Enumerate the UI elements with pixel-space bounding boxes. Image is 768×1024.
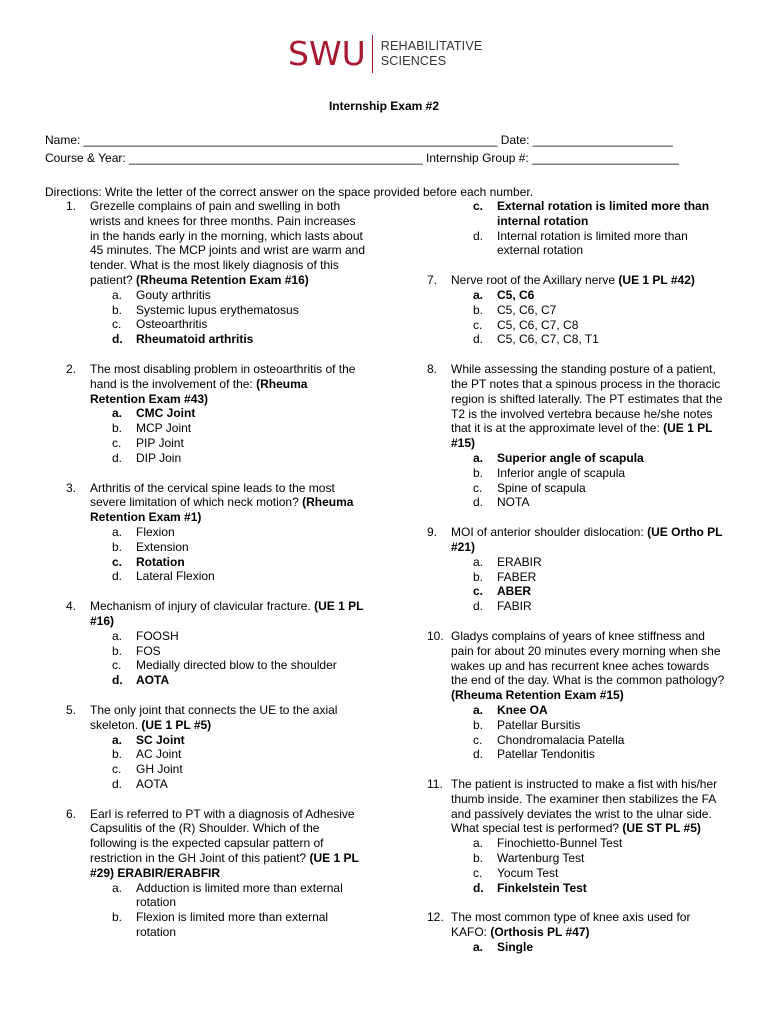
logo-line-2: SCIENCES <box>380 54 447 68</box>
option-text: External rotation is limited more than internal rotation <box>497 199 710 228</box>
option-text: C5, C6 <box>497 287 535 302</box>
answer-option <box>112 288 366 303</box>
answer-options <box>112 406 366 465</box>
option-text: Wartenburg Test <box>497 851 585 866</box>
answer-option <box>473 747 727 762</box>
option-letter: a. <box>473 450 484 465</box>
question-number: 9. <box>427 525 438 540</box>
option-letter: b. <box>112 302 123 317</box>
option-text: DIP Join <box>136 450 182 465</box>
option-letter: c. <box>473 865 483 880</box>
answer-option <box>112 436 366 451</box>
logo-text <box>381 39 483 69</box>
question-number: 10. <box>427 628 444 643</box>
answer-option <box>473 288 727 303</box>
option-letter: d. <box>473 332 484 347</box>
answer-option <box>112 332 366 347</box>
option-letter: a. <box>112 628 123 643</box>
option-text: ERABIR <box>497 554 542 569</box>
option-text: SC Joint <box>136 732 185 747</box>
question-text: Nerve root of the Axillary nerve <box>451 273 619 288</box>
answer-option <box>112 658 366 673</box>
answer-options <box>473 555 727 614</box>
question-stem <box>90 599 366 629</box>
question-stem <box>451 362 727 451</box>
option-text: Chondromalacia Patella <box>497 732 625 747</box>
question-text: The patient is instructed to make a fist with his/her thumb inside. The examiner then stabilizes the FA and passively deviates the wrist to the ulnar side. What special test is performed? <box>451 777 718 836</box>
answer-option <box>112 629 366 644</box>
question-6-continued <box>427 199 727 258</box>
answer-options <box>112 629 366 688</box>
option-text: Flexion <box>136 524 175 539</box>
answer-option <box>473 451 727 466</box>
option-text: FOS <box>136 643 161 658</box>
question-reference: (Rheuma Retention Exam #16) <box>136 272 309 287</box>
option-text: GH Joint <box>136 762 183 777</box>
question-4 <box>66 599 366 688</box>
question-stem <box>90 807 366 881</box>
question-stem <box>90 362 366 406</box>
question-12 <box>427 910 727 954</box>
question-reference: (UE 1 PL #15) <box>451 421 713 451</box>
answer-option <box>473 836 727 851</box>
course-group-line: Course & Year: ____________________________________________ Internship Group #: ______________________ <box>45 151 679 165</box>
option-letter: c. <box>112 658 122 673</box>
answer-option <box>112 525 366 540</box>
option-text: C5, C6, C7 <box>497 302 557 317</box>
question-8 <box>427 362 727 510</box>
answer-option <box>473 703 727 718</box>
option-text: Superior angle of scapula <box>497 450 644 465</box>
question-reference: (Rheuma Retention Exam #15) <box>451 688 624 703</box>
question-number: 11. <box>427 777 443 792</box>
answer-options <box>112 525 366 584</box>
option-text: AOTA <box>136 673 170 688</box>
question-reference: (UE 1 PL #16) <box>90 599 364 628</box>
option-text: Flexion is limited more than external rotation <box>136 910 329 940</box>
question-number: 2. <box>66 361 77 376</box>
option-letter: c. <box>112 554 123 569</box>
option-text: FABIR <box>497 599 532 614</box>
option-text: Internal rotation is limited more than external rotation <box>497 228 688 258</box>
question-stem <box>451 777 727 836</box>
question-6-options-continued <box>473 199 727 258</box>
answer-option <box>112 733 366 748</box>
option-letter: a. <box>473 287 484 302</box>
option-text: Osteoarthritis <box>136 317 208 332</box>
question-text: The most disabling problem in osteoarthritis of the hand is the involvement of the: <box>90 361 356 391</box>
option-letter: d. <box>473 747 484 762</box>
question-number: 3. <box>66 480 77 495</box>
answer-option <box>112 540 366 555</box>
question-number: 4. <box>66 599 77 614</box>
option-letter: d. <box>112 673 123 688</box>
question-text: MOI of anterior shoulder dislocation: <box>451 525 648 540</box>
question-9 <box>427 525 727 614</box>
question-stem <box>451 910 727 940</box>
answer-option <box>473 718 727 733</box>
option-letter: c. <box>473 480 483 495</box>
option-text: Patellar Bursitis <box>497 717 581 732</box>
answer-option <box>473 599 727 614</box>
question-number: 1. <box>66 199 77 213</box>
question-text: The most common type of knee axis used for KAFO: <box>451 910 691 940</box>
answer-option <box>473 495 727 510</box>
option-text: AC Joint <box>136 747 182 762</box>
answer-option <box>112 762 366 777</box>
option-letter: c. <box>473 732 483 747</box>
option-text: FOOSH <box>136 628 179 643</box>
logo-divider <box>372 35 373 73</box>
answer-option <box>473 199 727 229</box>
question-stem <box>90 199 366 288</box>
option-text: Single <box>497 940 534 955</box>
question-text: Gladys complains of years of knee stiffness and pain for about 20 minutes every morning when she wakes up and has recurrent knee aches towards the end of the day. What is the common pathology? <box>451 628 725 688</box>
answer-option <box>112 644 366 659</box>
question-6 <box>66 807 366 940</box>
option-text: CMC Joint <box>136 406 196 421</box>
question-reference: (UE 1 PL #29) ERABIR/ERABFIR <box>90 851 359 880</box>
answer-option <box>473 466 727 481</box>
option-letter: a. <box>473 554 484 569</box>
answer-options <box>473 703 727 762</box>
question-reference: (UE 1 PL #42) <box>618 273 695 288</box>
question-stem <box>451 629 727 703</box>
option-text: PIP Joint <box>136 435 184 450</box>
logo-line-1: REHABILITATIVE <box>380 39 483 53</box>
option-letter: b. <box>473 717 484 732</box>
question-stem <box>451 273 727 288</box>
question-1 <box>66 199 366 347</box>
option-letter: d. <box>112 776 123 791</box>
answer-option <box>473 332 727 347</box>
answer-option <box>112 555 366 570</box>
question-11 <box>427 777 727 895</box>
answer-option <box>112 910 366 940</box>
option-text: Lateral Flexion <box>136 569 215 584</box>
answer-option <box>473 229 727 259</box>
option-text: Systemic lupus erythematosus <box>136 302 299 317</box>
option-text: Adduction is limited more than external rotation <box>136 880 343 910</box>
option-letter: a. <box>473 940 484 955</box>
answer-option <box>112 777 366 792</box>
option-text: ABER <box>497 584 532 599</box>
option-letter: b. <box>473 302 484 317</box>
answer-option <box>473 866 727 881</box>
question-7 <box>427 273 727 347</box>
question-number: 12. <box>427 910 444 925</box>
question-number: 8. <box>427 362 438 377</box>
option-text: Extension <box>136 539 189 554</box>
answer-option <box>112 317 366 332</box>
name-date-line: Name: ______________________________________________________________ Date: _____________________ <box>45 133 673 147</box>
option-letter: c. <box>112 762 122 777</box>
question-number: 7. <box>427 273 438 288</box>
right-questions <box>427 273 727 955</box>
option-text: Rheumatoid arthritis <box>136 332 254 347</box>
option-letter: a. <box>112 524 123 539</box>
question-number: 5. <box>66 702 77 717</box>
option-letter: c. <box>473 584 484 599</box>
option-letter: a. <box>112 406 123 421</box>
option-text: C5, C6, C7, C8 <box>497 317 579 332</box>
question-stem <box>90 703 366 733</box>
option-letter: c. <box>112 317 122 332</box>
answer-option <box>112 747 366 762</box>
answer-options <box>112 733 366 792</box>
question-5 <box>66 703 366 792</box>
option-text: MCP Joint <box>136 421 192 436</box>
question-text: Grezelle complains of pain and swelling in both wrists and knees for three months. Pain increases in the hands early in the morning, which lasts about 45 minutes. The MCP joints and wrist are warm and tender. What is the most likely diagnosis of this patient? <box>90 199 366 287</box>
question-text: Mechanism of injury of clavicular fracture. <box>90 599 315 614</box>
option-letter: b. <box>112 910 123 925</box>
answer-option <box>473 570 727 585</box>
question-text: While assessing the standing posture of a patient, the PT notes that a spinous process in the thoracic region is shifted laterally. The PT estimates that the T2 is the involved vertebra because he/she notes that it is at the approximate level of the: <box>451 362 723 436</box>
exam-title: Internship Exam #2 <box>328 99 440 113</box>
logo-mark: SWU <box>288 34 366 73</box>
option-letter: d. <box>473 495 484 510</box>
option-letter: d. <box>473 880 484 895</box>
option-letter: d. <box>473 599 484 614</box>
answer-option <box>473 481 727 496</box>
option-letter: d. <box>112 332 123 347</box>
option-letter: b. <box>473 569 484 584</box>
option-text: NOTA <box>497 495 530 510</box>
question-reference: (UE ST PL #5) <box>622 821 701 836</box>
question-reference: (Rheuma Retention Exam #1) <box>90 495 354 525</box>
right-column <box>427 199 727 970</box>
answer-options <box>112 288 366 347</box>
option-letter: a. <box>473 702 484 717</box>
answer-option <box>473 555 727 570</box>
option-letter: c. <box>473 199 484 213</box>
option-letter: b. <box>112 747 123 762</box>
option-text: Knee OA <box>497 702 548 717</box>
option-letter: a. <box>112 880 123 895</box>
answer-options <box>473 940 727 955</box>
answer-option <box>473 851 727 866</box>
option-letter: a. <box>112 732 123 747</box>
option-letter: c. <box>112 435 122 450</box>
question-number: 6. <box>66 806 77 821</box>
answer-option <box>473 940 727 955</box>
answer-option <box>473 303 727 318</box>
question-text: The only joint that connects the UE to the axial skeleton. <box>90 702 338 732</box>
option-letter: a. <box>473 836 484 851</box>
question-3 <box>66 481 366 585</box>
option-text: Gouty arthritis <box>136 287 211 302</box>
question-text: Earl is referred to PT with a diagnosis of Adhesive Capsulitis of the (R) Shoulder. Which of the following is the expected capsular pattern of restriction in the GH Joint of this patient? <box>90 806 355 866</box>
option-text: Yocum Test <box>497 865 559 880</box>
option-text: Finochietto-Bunnel Test <box>497 836 623 851</box>
answer-option <box>473 881 727 896</box>
option-letter: c. <box>473 317 483 332</box>
question-10 <box>427 629 727 762</box>
option-letter: b. <box>112 643 123 658</box>
option-text: C5, C6, C7, C8, T1 <box>497 332 599 347</box>
directions: Directions: Write the letter of the correct answer on the space provided before each number. <box>45 185 534 199</box>
option-letter: b. <box>473 465 484 480</box>
option-text: Spine of scapula <box>497 480 586 495</box>
answer-option <box>112 881 366 911</box>
answer-options <box>473 451 727 510</box>
answer-option <box>112 673 366 688</box>
option-text: Medially directed blow to the shoulder <box>136 658 337 673</box>
option-letter: a. <box>112 287 123 302</box>
swu-logo <box>288 33 482 75</box>
question-stem <box>90 481 366 525</box>
question-stem <box>451 525 727 555</box>
answer-option <box>112 303 366 318</box>
option-letter: b. <box>112 539 123 554</box>
option-letter: d. <box>112 450 123 465</box>
answer-option <box>112 569 366 584</box>
answer-option <box>112 406 366 421</box>
question-reference: (UE 1 PL #5) <box>141 717 212 732</box>
option-letter: b. <box>112 421 123 436</box>
option-text: Inferior angle of scapula <box>497 465 626 480</box>
answer-option <box>112 421 366 436</box>
option-text: FABER <box>497 569 537 584</box>
answer-options <box>473 836 727 895</box>
option-text: AOTA <box>136 776 168 791</box>
option-text: Rotation <box>136 554 185 569</box>
option-text: Finkelstein Test <box>497 880 587 895</box>
question-reference: (UE Ortho PL #21) <box>451 525 723 554</box>
answer-option <box>473 584 727 599</box>
question-reference: (Rheuma Retention Exam #43) <box>90 376 308 406</box>
option-letter: d. <box>473 228 484 243</box>
answer-option <box>473 733 727 748</box>
left-column <box>66 199 366 955</box>
answer-options <box>112 881 366 940</box>
answer-option <box>473 318 727 333</box>
answer-option <box>112 451 366 466</box>
question-reference: (Orthosis PL #47) <box>490 925 590 940</box>
option-letter: b. <box>473 851 484 866</box>
option-letter: d. <box>112 569 123 584</box>
option-text: Patellar Tendonitis <box>497 747 595 762</box>
question-2 <box>66 362 366 466</box>
answer-options <box>473 288 727 347</box>
question-text: Arthritis of the cervical spine leads to the most severe limitation of which neck motion? <box>90 480 335 510</box>
